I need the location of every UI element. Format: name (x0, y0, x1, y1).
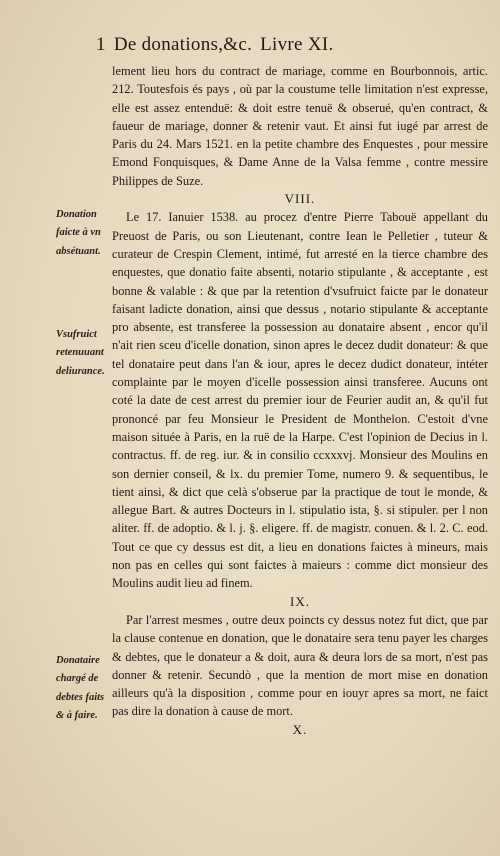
section-heading-viii: VIII. (284, 191, 316, 207)
running-title: De donations,&c. (113, 34, 253, 55)
section-heading-ix: IX. (290, 593, 310, 609)
paragraph-ix: Par l'arrest mesmes , outre deux poincts cy dessus notez fut dict, que par la clause contenue en donation, que le donataire sera tenu payer les charges & debtes, que le donateur a & doit, aura & deura lors de sa mort, n'est pas donner & retenir. Secundò , que la mention de mort mise en donation ailleurs qu'à la disposition , comme pour en iouyr apres sa mort, ne faict pas dire la donation à cause de mort. (112, 612, 488, 719)
margin-note-usufruct: Vsufruict retenuuant deliurance. (56, 329, 105, 377)
margin-note-donataire-debts: Donataire chargé de debtes faits & à faire. (56, 655, 105, 721)
page-number: 1 (96, 34, 106, 55)
paragraph-viii: Le 17. Ianuier 1538. au procez d'entre Pierre Tabouë appellant du Preuost de Paris, ou son Lieutenant, contre Iean le Pelletier , tuteur & curateur de Crespin Clement, intimé, fut arresté en la tierce chambre des enquestes, que donatio faite absenti, notario stipulante , & acceptante , est bonne & valable : & que par la retention d'vsufruict faicte par le donateur faisant ladicte donation, ainsi que dessus , notario stipulante & acceptante pro absente, est transferee la possession au donataire absent , encor qu'il n'ait rien sceu d'icelle donation, sinon apres le decez dudit donateur: & que tel donataire peut dans l'an & iour, apres le decez dudict donateur, intéter complainte par le moyen d'icelle possession ainsi transferee. Aucuns ont coté la date de cest arrest du premier iour de Feurier audit an, & qu'il fut prononcé par feu Monsieur le President de Monthelon. C'estoit d'vne maison située à Paris, en la ruë de la Harpe. C'est l'opinion de Decius in l. contractus. ff. de reg. iur. & in consilio ccxxxvj. Monsieur des Moulins en son dernier conseil, & lx. du premier Tome, numero 9. & sequentibus, le tient ainsi, & dict que celà s'obserue par la practique de tout le monde, & allegue Bart. & autres Docteurs in l. stipulatio ista, §. si stipuler. per l non aliter. ff. de adoptio. & l. j. §. eligere. ff. de magistr. conuen. & l. 2. C. eod. Tout ce que cy dessus est dit, a lieu en donations faictes à mineurs, mais non pas en celles qui sont faictes à maieurs : comme dict monsieur des Moulins audit lieu ad finem. (112, 210, 488, 591)
book-number: Livre XI. (260, 34, 334, 55)
main-text (112, 62, 488, 739)
margin-note-donation-absent: Donation faicte à vn absétuant. (56, 209, 101, 257)
paragraph-continuation: lement lieu hors du contract de mariage, comme en Bourbonnois, artic. 212. Toutesfois és pays , où par la coustume telle limitation n'est expresse, elle est assez entenduë: & doit estre tenuë & obserué, qu'en contract, & faueur de mariage, donner & retenir vaut. Et ainsi fut iugé par arrest de Paris du 24. Mars 1521. en la petite chambre des Enquestes , pour messire Emond Fonquisques, & Dame Anne de la Valsa femme , contre messire Philippes de Suze. (112, 64, 488, 188)
running-header (96, 34, 440, 56)
section-heading-x: X. (292, 721, 308, 737)
